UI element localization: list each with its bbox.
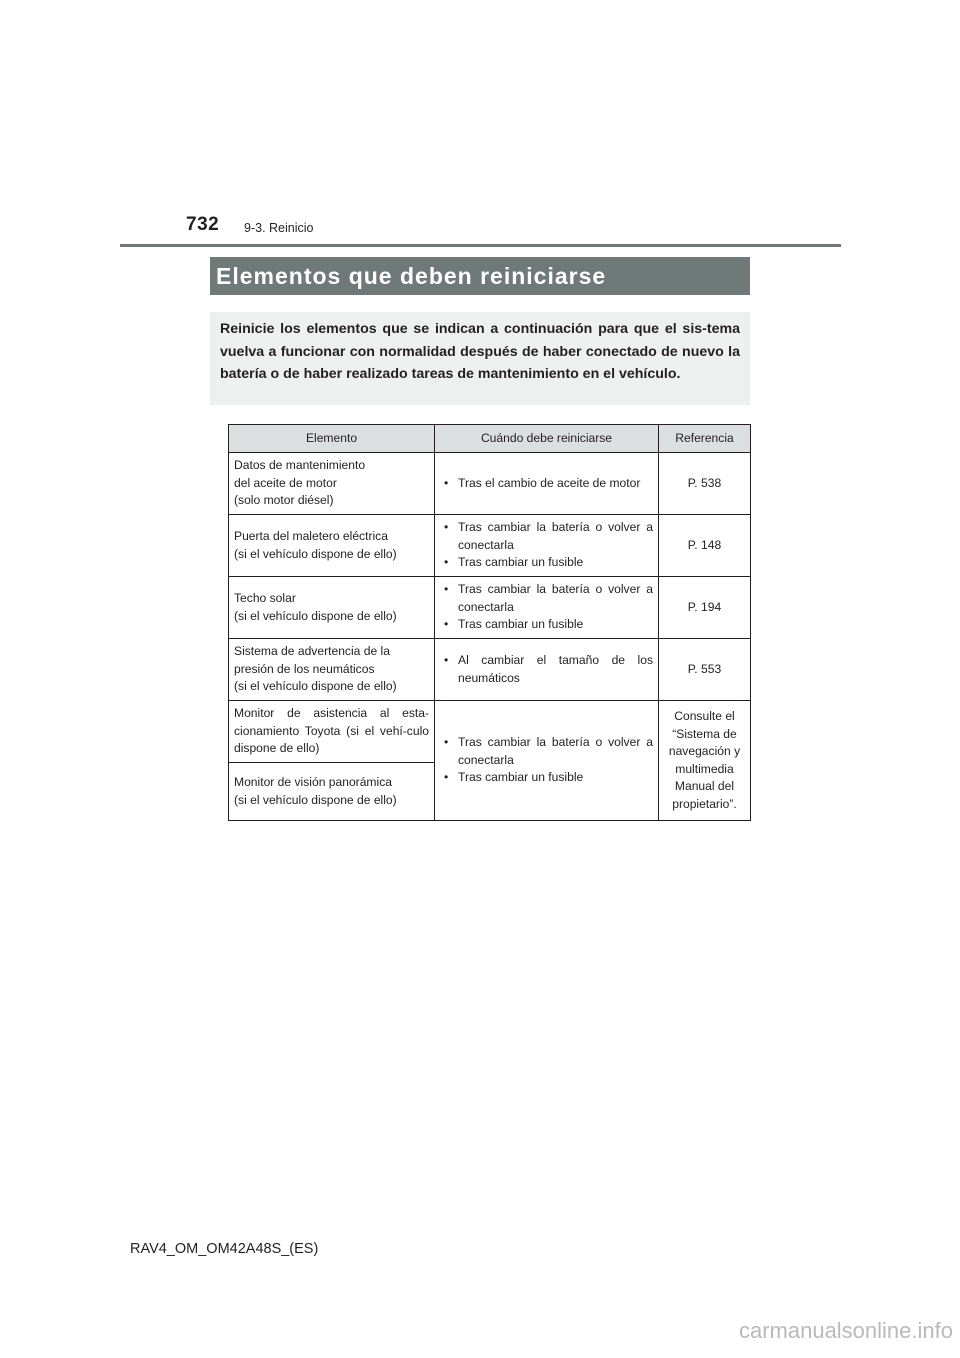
- table-header-row: [229, 425, 751, 453]
- table-row: [229, 577, 751, 639]
- table-row: [229, 639, 751, 701]
- page-number: 732: [186, 214, 220, 235]
- column-header-item: Elemento: [229, 425, 435, 453]
- when-bullet: • Tras cambiar un fusible: [440, 616, 653, 634]
- watermark: carmanualsonline.info: [738, 1318, 953, 1343]
- item-text: Puerta del maletero eléctrica (si el vehículo dispone de ello): [234, 529, 397, 561]
- header-divider: [120, 244, 841, 247]
- when-list: [440, 475, 653, 493]
- item-text: Sistema de advertencia de la presión de los neumáticos (si el vehículo dispone de ello): [234, 644, 397, 694]
- when-list: [440, 519, 653, 572]
- when-list: [440, 652, 653, 687]
- item-cell: [229, 763, 435, 821]
- when-list: [440, 581, 653, 634]
- reference-cell: Consulte el “Sistema de navegación y multimedia Manual del propietario”.: [659, 701, 751, 821]
- when-bullet: • Tras cambiar un fusible: [440, 769, 653, 787]
- section-title-text: Elementos que deben reiniciarse: [216, 262, 607, 289]
- intro-text: Reinicie los elementos que se indican a continuación para que el sis-tema vuelva a funcionar con normalidad después de haber conectado de nuevo la batería o de haber realizado tareas de mantenimiento en el vehículo.: [220, 321, 740, 382]
- section-title: [210, 257, 750, 295]
- table-row: [229, 515, 751, 577]
- reset-items-table: [228, 424, 751, 821]
- item-text: Monitor de asistencia al esta-cionamiento Toyota (si el vehí-culo dispone de ello): [234, 706, 429, 756]
- when-cell: [435, 639, 659, 701]
- item-cell: [229, 701, 435, 763]
- when-cell: [435, 577, 659, 639]
- when-bullet: • Tras cambiar un fusible: [440, 554, 653, 572]
- item-cell: [229, 453, 435, 515]
- item-text: Monitor de visión panorámica (si el vehículo dispone de ello): [234, 775, 397, 807]
- when-cell: [435, 515, 659, 577]
- document-code: RAV4_OM_OM42A48S_(ES): [130, 1241, 319, 1257]
- when-cell: [435, 453, 659, 515]
- when-bullet: • Tras el cambio de aceite de motor: [440, 475, 653, 493]
- section-label: 9-3. Reinicio: [244, 221, 314, 235]
- when-bullet: • Tras cambiar la batería o volver a conectarla: [440, 519, 653, 554]
- column-header-when: Cuándo debe reiniciarse: [435, 425, 659, 453]
- when-bullet: • Tras cambiar la batería o volver a conectarla: [440, 581, 653, 616]
- table-row: [229, 701, 751, 763]
- reference-cell: P. 148: [659, 515, 751, 577]
- item-text: Techo solar (si el vehículo dispone de ello): [234, 591, 397, 623]
- when-cell: [435, 701, 659, 821]
- when-list: [440, 734, 653, 787]
- reference-cell: P. 194: [659, 577, 751, 639]
- when-bullet: • Al cambiar el tamaño de los neumáticos: [440, 652, 653, 687]
- item-cell: [229, 577, 435, 639]
- when-bullet: • Tras cambiar la batería o volver a conectarla: [440, 734, 653, 769]
- reference-cell: P. 538: [659, 453, 751, 515]
- item-text: Datos de mantenimiento del aceite de motor (solo motor diésel): [234, 458, 366, 508]
- item-cell: [229, 639, 435, 701]
- reference-cell: P. 553: [659, 639, 751, 701]
- intro-box: [210, 312, 750, 405]
- column-header-reference: Referencia: [659, 425, 751, 453]
- table-row: [229, 453, 751, 515]
- item-cell: [229, 515, 435, 577]
